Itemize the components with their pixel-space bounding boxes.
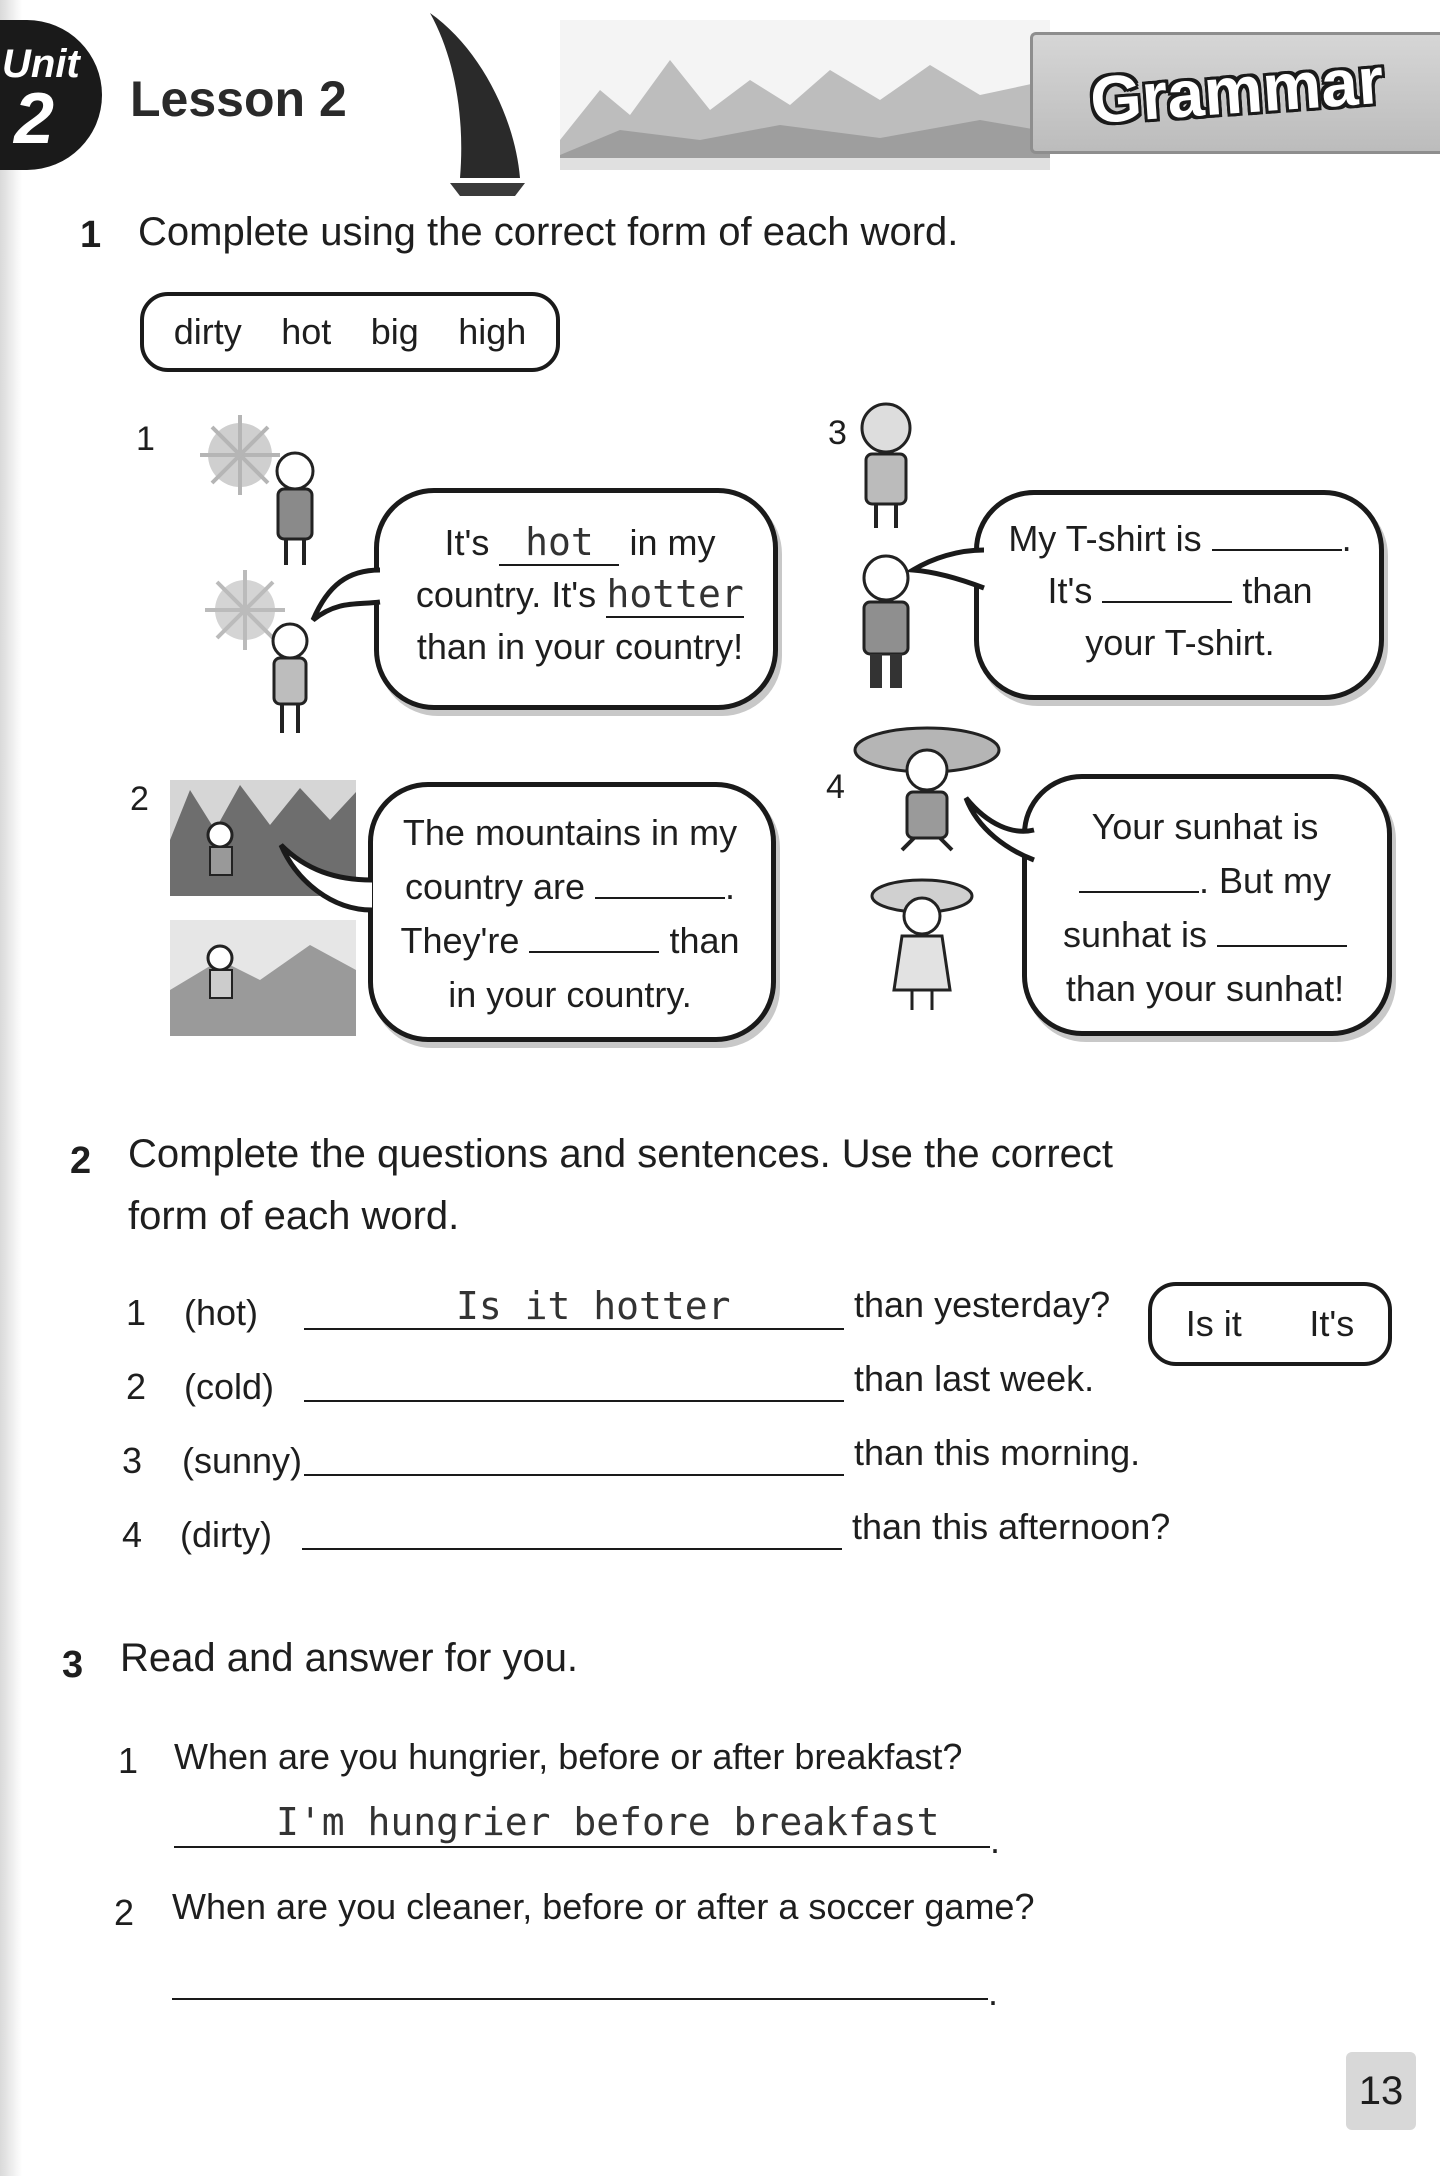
word-bank-item: high bbox=[458, 311, 527, 352]
bubble-1-prefix: It's bbox=[444, 522, 490, 563]
bubble-4-blank-1[interactable] bbox=[1079, 863, 1199, 893]
ex2-item-4-blank[interactable] bbox=[302, 1548, 842, 1550]
unit-badge bbox=[0, 20, 102, 170]
ex2-item-2-num: 2 bbox=[126, 1366, 147, 1407]
bubble-1-answer-2: hotter bbox=[606, 572, 744, 616]
bubble-3-line2a: It's bbox=[1047, 570, 1093, 611]
bubble-2-line3b: than bbox=[669, 920, 740, 961]
ex2-item-2-ending: than last week. bbox=[854, 1358, 1095, 1399]
exercise-3-number: 3 bbox=[62, 1644, 84, 1686]
bubble-2-line-3 bbox=[380, 920, 760, 962]
exercise-1-number: 1 bbox=[80, 214, 102, 256]
bubble-1-line-2 bbox=[400, 572, 760, 618]
sailboat-illustration bbox=[420, 8, 530, 198]
ex3-item-2-period: . bbox=[988, 1972, 999, 2013]
bubble-2-line-1: The mountains in my bbox=[402, 812, 738, 853]
bubble-2-line2-text: country are bbox=[404, 866, 586, 907]
word-bank bbox=[140, 292, 560, 372]
speech-bubble-4-tail bbox=[958, 790, 1038, 880]
hint-box bbox=[1148, 1282, 1392, 1366]
exercise-2-number: 2 bbox=[70, 1140, 92, 1182]
ex2-item-1-ending: than yesterday? bbox=[854, 1284, 1111, 1325]
ex2-item-4-word: (dirty) bbox=[180, 1514, 272, 1555]
ex2-item-3-num: 3 bbox=[122, 1440, 143, 1481]
bubble-3-blank-1[interactable] bbox=[1212, 521, 1342, 551]
page-edge-shadow bbox=[0, 0, 22, 2176]
bubble-3-line2b: than bbox=[1242, 570, 1313, 611]
hint-box-item: Is it bbox=[1185, 1303, 1242, 1344]
ex3-item-2-blank[interactable] bbox=[172, 1998, 988, 2000]
ex2-item-2-blank[interactable] bbox=[304, 1400, 844, 1402]
unit-number: 2 bbox=[14, 79, 55, 159]
ex2-item-4-num: 4 bbox=[122, 1514, 143, 1555]
word-bank-item: dirty bbox=[173, 311, 242, 352]
ex2-item-4-ending: than this afternoon? bbox=[852, 1506, 1171, 1547]
bubble-3-line-1: My T-shirt is . bbox=[1008, 518, 1352, 559]
bubble-3-line-2 bbox=[990, 570, 1370, 612]
ex2-item-1-answer: Is it hotter bbox=[456, 1284, 731, 1328]
lesson-title: Lesson 2 bbox=[130, 71, 347, 127]
word-bank-item: hot bbox=[281, 311, 332, 352]
bubble-4-line-4: than your sunhat! bbox=[1065, 968, 1345, 1009]
exercise-3-instruction: Read and answer for you. bbox=[120, 1636, 579, 1680]
ex2-item-3-blank[interactable] bbox=[304, 1474, 844, 1476]
unit-word: Unit bbox=[2, 42, 80, 86]
ex3-item-1-num: 1 bbox=[118, 1740, 139, 1781]
ex3-item-1-blank[interactable] bbox=[174, 1846, 990, 1848]
ex2-item-3-word: (sunny) bbox=[182, 1440, 303, 1481]
bubble-4-line-2 bbox=[1030, 860, 1380, 902]
page-number: 13 bbox=[1346, 2052, 1416, 2130]
section-title: Grammar bbox=[1087, 42, 1386, 138]
speech-bubble-2-tail bbox=[276, 840, 376, 920]
bubble-1-line-1 bbox=[400, 520, 760, 566]
bubble-1-line2-prefix: country. It's bbox=[415, 574, 597, 615]
ex2-item-3-ending: than this morning. bbox=[854, 1432, 1141, 1473]
exercise-2-instruction-line-2: form of each word. bbox=[128, 1194, 460, 1238]
speech-bubble-3-tail bbox=[908, 540, 988, 600]
exercise-2-instruction-line-1: Complete the questions and sentences. Use the correct bbox=[128, 1132, 1113, 1176]
bubble-4-line-3 bbox=[1030, 914, 1380, 956]
bubble-1-mid: in my bbox=[629, 522, 716, 563]
mountain-banner-illustration bbox=[560, 20, 1050, 170]
ex2-item-1-blank[interactable] bbox=[304, 1328, 844, 1330]
ex3-item-1-question: When are you hungrier, before or after breakfast? bbox=[174, 1736, 963, 1777]
ex3-item-1-answer: I'm hungrier before breakfast bbox=[276, 1800, 940, 1844]
bubble-2-line3a: They're bbox=[400, 920, 520, 961]
hint-box-item: It's bbox=[1309, 1303, 1355, 1344]
ex3-item-2-num: 2 bbox=[114, 1892, 135, 1933]
ex2-item-2-word: (cold) bbox=[184, 1366, 275, 1407]
bubble-2-blank-1[interactable] bbox=[595, 869, 725, 899]
bubble-2-line-4: in your country. bbox=[448, 974, 692, 1015]
bubble-4-blank-2[interactable] bbox=[1217, 917, 1347, 947]
ex2-item-1-word: (hot) bbox=[184, 1292, 259, 1333]
picture-4-number: 4 bbox=[826, 768, 845, 806]
bubble-4-line2-text: . But my bbox=[1198, 860, 1332, 901]
bubble-4-line-1: Your sunhat is bbox=[1091, 806, 1319, 847]
bubble-1-answer-1: hot bbox=[499, 520, 619, 566]
bubble-3-line1-text: My T-shirt is bbox=[1008, 518, 1202, 559]
exercise-1-instruction: Complete using the correct form of each word. bbox=[138, 210, 959, 254]
bubble-2-line-2: country are . bbox=[404, 866, 736, 907]
bubble-1-line-3: than in your country! bbox=[416, 626, 744, 667]
ex2-item-1-num: 1 bbox=[126, 1292, 147, 1333]
speech-bubble-1-tail bbox=[308, 560, 388, 630]
bubble-4-line3-text: sunhat is bbox=[1062, 914, 1208, 955]
picture-3-number: 3 bbox=[828, 414, 847, 452]
bubble-2-blank-2[interactable] bbox=[529, 923, 659, 953]
bubble-3-line-3: your T-shirt. bbox=[1085, 622, 1275, 663]
picture-1-number: 1 bbox=[136, 420, 155, 458]
picture-2-number: 2 bbox=[130, 780, 149, 818]
ex3-item-2-question: When are you cleaner, before or after a soccer game? bbox=[172, 1886, 1035, 1927]
ex3-item-1-period: . bbox=[990, 1820, 1001, 1861]
bubble-3-blank-2[interactable] bbox=[1102, 573, 1232, 603]
word-bank-item: big bbox=[370, 311, 419, 352]
